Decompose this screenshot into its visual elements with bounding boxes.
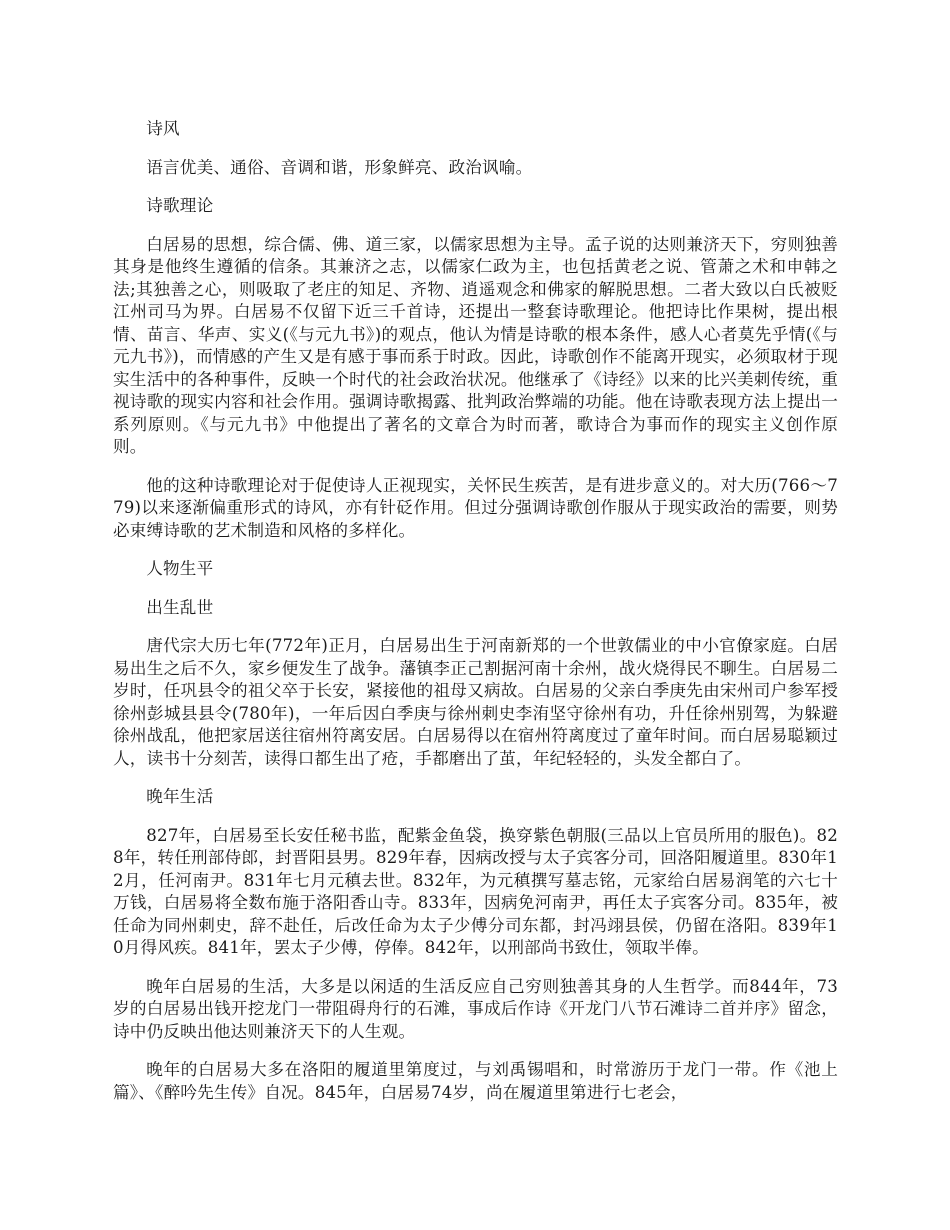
late-life-paragraph-1: 827年，白居易至长安任秘书监，配紫金鱼袋，换穿紫色朝服(三品以上官员所用的服色)。828年，转任刑部侍郎，封晋阳县男。829年春，因病改授与太子宾客分司，回洛阳履道里。830年12月，任河南尹。831年七月元稹去世。832年，为元稹撰写墓志铭，元家给白居易润笔的六七十万钱，白居易将全数布施于洛阳香山寺。833年，因病免河南尹，再任太子宾客分司。835年，被任命为同州刺史，辞不赴任，后改任命为太子少傅分司东都，封冯翊县侯，仍留在洛阳。839年10月得风疾。841年，罢太子少傅，停俸。842年，以刑部尚书致仕，领取半俸。 — [113, 825, 838, 957]
section-heading-biography: 人物生平 — [146, 559, 214, 578]
poetry-theory-paragraph-1: 白居易的思想，综合儒、佛、道三家，以儒家思想为主导。孟子说的达则兼济天下，穷则独善其身是他终生遵循的信条。其兼济之志，以儒家仁政为主，也包括黄老之说、管萧之术和申韩之法;其独善之心，则吸取了老庄的知足、齐物、逍遥观念和佛家的解脱思想。二者大致以白氏被贬江州司马为界。白居易不仅留下近三千首诗，还提出一整套诗歌理论。他把诗比作果树，提出根情、苗言、华声、实义(《与元九书》)的观点，他认为情是诗歌的根本条件，感人心者莫先乎情(《与元九书》)，而情感的产生又是有感于事而系于时政。因此，诗歌创作不能离开现实，必须取材于现实生活中的各种事件，反映一个时代的社会政治状况。他继承了《诗经》以来的比兴美刺传统，重视诗歌的现实内容和社会作用。强调诗歌揭露、批判政治弊端的功能。他在诗歌表现方法上提出一系列原则。《与元九书》中他提出了著名的文章合为时而著，歌诗合为事而作的现实主义创作原则。 — [113, 234, 838, 456]
section-heading-late-life: 晚年生活 — [146, 787, 214, 806]
birth-paragraph: 唐代宗大历七年(772年)正月，白居易出生于河南新郑的一个世敦儒业的中小官僚家庭。白居易出生之后不久，家乡便发生了战争。藩镇李正己割据河南十余州，战火烧得民不聊生。白居易二岁时，任巩县令的祖父卒于长安，紧接他的祖母又病故。白居易的父亲白季庚先由宋州司户参军授徐州彭城县县令(780年)，一年后因白季庚与徐州刺史李洧坚守徐州有功，升任徐州别驾，为躲避徐州战乱，他把家居送往宿州符离安居。白居易得以在宿州符离度过了童年时间。而白居易聪颖过人，读书十分刻苦，读得口都生出了疮，手都磨出了茧，年纪轻轻的，头发全都白了。 — [113, 636, 838, 768]
late-life-paragraph-3: 晚年的白居易大多在洛阳的履道里第度过，与刘禹锡唱和，时常游历于龙门一带。作《池上篇》、《醉吟先生传》自况。845年，白居易74岁，尚在履道里第进行七老会， — [113, 1060, 838, 1102]
section-heading-poetic-style: 诗风 — [146, 119, 180, 138]
document-page — [113, 118, 838, 1120]
section-heading-poetry-theory: 诗歌理论 — [146, 196, 214, 215]
poetic-style-text: 语言优美、通俗、音调和谐，形象鲜亮、政治讽喻。 — [146, 157, 533, 177]
poetry-theory-paragraph-2: 他的这种诗歌理论对于促使诗人正视现实，关怀民生疾苦，是有进步意义的。对大历(766～779)以来逐渐偏重形式的诗风，亦有针砭作用。但过分强调诗歌创作服从于现实政治的需要，则势必束缚诗歌的艺术制造和风格的多样化。 — [113, 475, 838, 540]
late-life-paragraph-2: 晚年白居易的生活，大多是以闲适的生活反应自己穷则独善其身的人生哲学。而844年，73岁的白居易出钱开挖龙门一带阻碍舟行的石滩，事成后作诗《开龙门八节石滩诗二首并序》留念，诗中仍反映出他达则兼济天下的人生观。 — [113, 976, 838, 1041]
section-heading-birth: 出生乱世 — [146, 597, 214, 617]
